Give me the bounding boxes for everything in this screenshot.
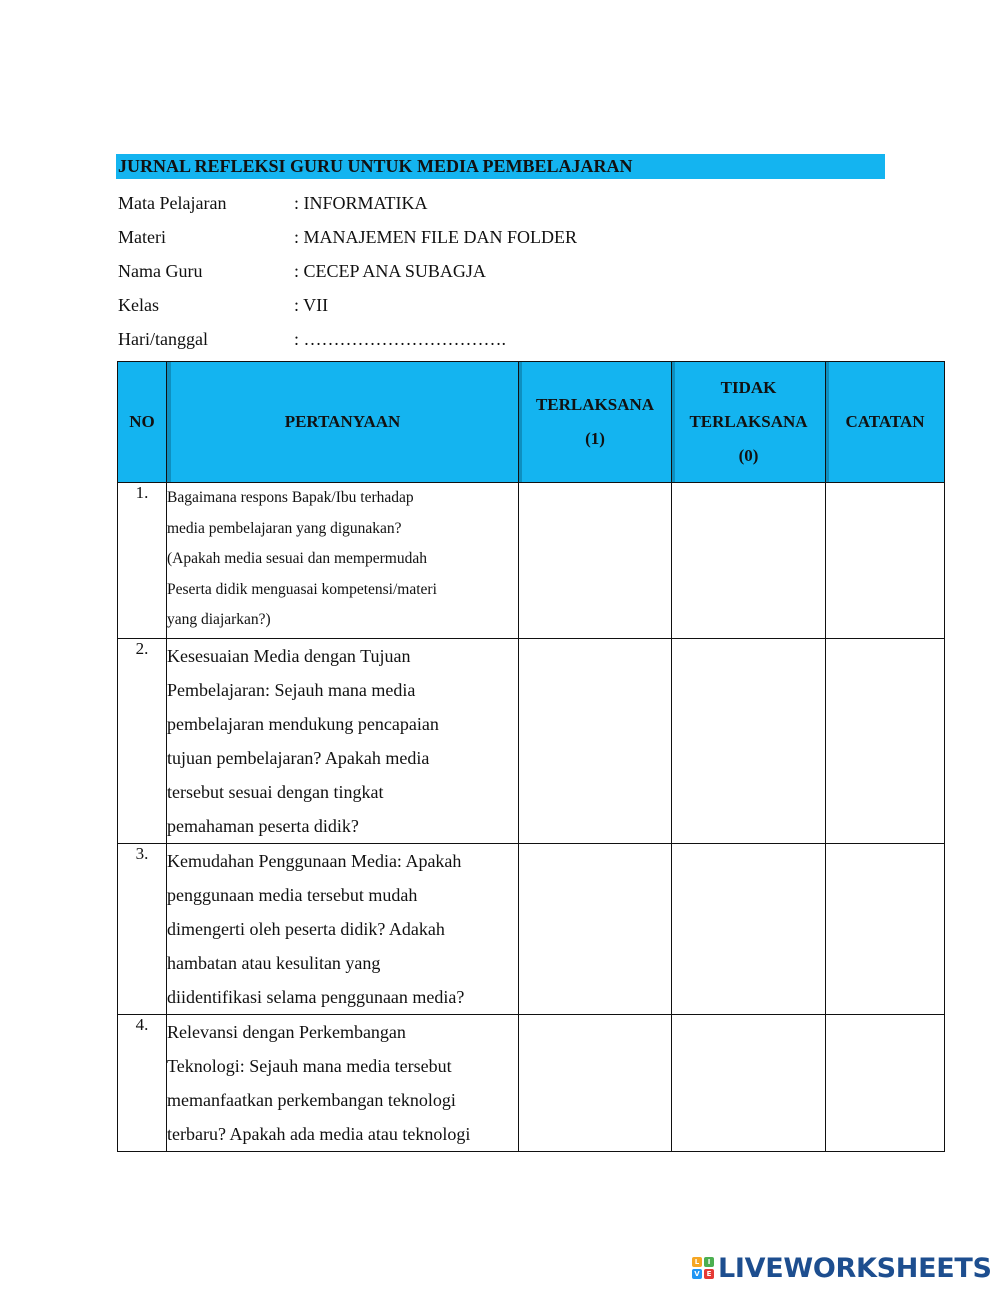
logo-mark-icon — [692, 1257, 714, 1279]
answer-not-done-cell[interactable] — [672, 639, 826, 844]
logo-letter: E — [704, 1269, 714, 1279]
question-line: (Apakah media sesuai dan mempermudah — [167, 550, 427, 568]
field-value: : VII — [294, 295, 329, 315]
question-line: hambatan atau kesulitan yang — [167, 953, 381, 973]
liveworksheets-logo[interactable] — [692, 1253, 992, 1283]
row-question — [167, 1015, 519, 1152]
header-not-done-line2: TERLAKSANA — [689, 412, 808, 431]
question-line: pemahaman peserta didik? — [167, 816, 359, 836]
header-done-line1: TERLAKSANA — [535, 395, 655, 414]
table-header-row — [118, 362, 945, 483]
logo-letter: V — [692, 1269, 702, 1279]
row-number: 4. — [118, 1015, 167, 1152]
field-label: Nama Guru — [118, 261, 203, 281]
question-line: yang diajarkan?) — [167, 611, 271, 629]
header-notes: CATATAN — [826, 362, 945, 483]
document-title: JURNAL REFLEKSI GURU UNTUK MEDIA PEMBELAJARAN — [116, 154, 885, 179]
question-line: Relevansi dengan Perkembangan — [167, 1022, 406, 1042]
field-label: Kelas — [118, 295, 159, 315]
question-line: tersebut sesuai dengan tingkat — [167, 782, 384, 802]
question-line: tujuan pembelajaran? Apakah media — [167, 748, 430, 768]
field-mata-pelajaran — [118, 192, 428, 214]
question-line: media pembelajaran yang digunakan? — [167, 519, 402, 537]
row-number: 2. — [118, 639, 167, 844]
row-question — [167, 483, 519, 639]
answer-done-cell[interactable] — [519, 639, 672, 844]
table-row — [118, 639, 945, 844]
question-line: diidentifikasi selama penggunaan media? — [167, 987, 465, 1007]
question-line: dimengerti oleh peserta didik? Adakah — [167, 919, 445, 939]
field-label: Mata Pelajaran — [118, 193, 227, 213]
question-line: Peserta didik menguasai kompetensi/materi — [167, 580, 437, 598]
notes-cell[interactable] — [826, 483, 945, 639]
logo-letter: L — [692, 1257, 702, 1267]
header-not-done — [672, 362, 826, 483]
field-kelas — [118, 294, 328, 316]
row-number: 1. — [118, 483, 167, 639]
table-row — [118, 483, 945, 639]
header-not-done-line1: TIDAK — [720, 378, 777, 397]
header-no: NO — [118, 362, 167, 483]
question-line: pembelajaran mendukung pencapaian — [167, 714, 439, 734]
row-question — [167, 639, 519, 844]
notes-cell[interactable] — [826, 1015, 945, 1152]
answer-not-done-cell[interactable] — [672, 844, 826, 1015]
table-row — [118, 1015, 945, 1152]
header-done-line2: (1) — [585, 429, 605, 448]
row-question — [167, 844, 519, 1015]
field-value: : ……………………………. — [294, 329, 507, 349]
field-value: : CECEP ANA SUBAGJA — [294, 261, 486, 281]
answer-done-cell[interactable] — [519, 844, 672, 1015]
header-not-done-line3: (0) — [738, 446, 759, 465]
notes-cell[interactable] — [826, 844, 945, 1015]
answer-not-done-cell[interactable] — [672, 483, 826, 639]
header-question: PERTANYAAN — [167, 362, 519, 483]
notes-cell[interactable] — [826, 639, 945, 844]
reflection-table — [117, 361, 945, 1152]
row-number: 3. — [118, 844, 167, 1015]
field-materi — [118, 226, 577, 248]
logo-text: LIVEWORKSHEETS — [718, 1252, 992, 1284]
field-label: Materi — [118, 227, 166, 247]
question-line: memanfaatkan perkembangan teknologi — [167, 1090, 456, 1110]
question-line: terbaru? Apakah ada media atau teknologi — [167, 1124, 471, 1144]
question-line: penggunaan media tersebut mudah — [167, 885, 418, 905]
field-value: : INFORMATIKA — [294, 193, 428, 213]
question-line: Bagaimana respons Bapak/Ibu terhadap — [167, 489, 414, 506]
question-line: Pembelajaran: Sejauh mana media — [167, 680, 416, 700]
question-line: Kemudahan Penggunaan Media: Apakah — [167, 851, 462, 871]
table-row — [118, 844, 945, 1015]
answer-done-cell[interactable] — [519, 1015, 672, 1152]
answer-not-done-cell[interactable] — [672, 1015, 826, 1152]
question-line: Teknologi: Sejauh mana media tersebut — [167, 1056, 452, 1076]
answer-done-cell[interactable] — [519, 483, 672, 639]
field-nama-guru — [118, 260, 486, 282]
header-done — [519, 362, 672, 483]
logo-letter: I — [704, 1257, 714, 1267]
field-value: : MANAJEMEN FILE DAN FOLDER — [294, 227, 577, 247]
field-label: Hari/tanggal — [118, 329, 208, 349]
question-line: Kesesuaian Media dengan Tujuan — [167, 646, 411, 666]
field-hari-tanggal — [118, 328, 506, 350]
